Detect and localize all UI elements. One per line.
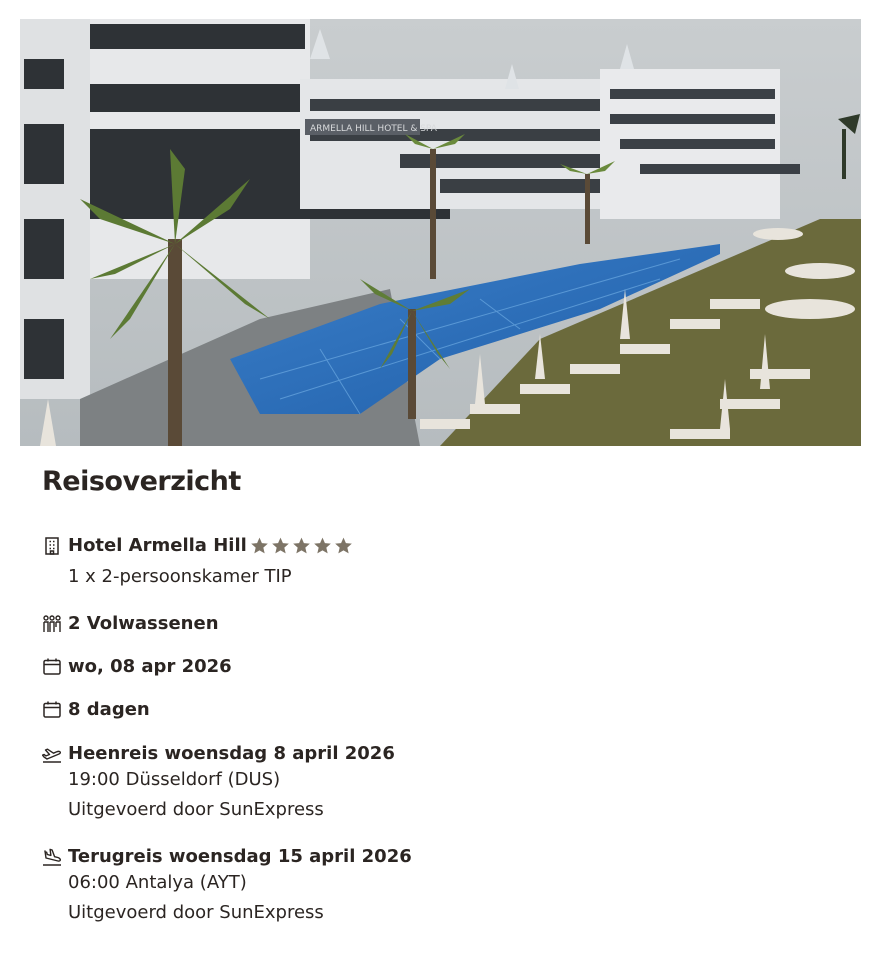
star-icon [333, 536, 354, 556]
page-title: Reisoverzicht [42, 466, 241, 497]
outbound-departure: 19:00 Düsseldorf (DUS) [68, 769, 281, 790]
travelers-label: 2 Volwassenen [68, 613, 219, 634]
return-departure: 06:00 Antalya (AYT) [68, 872, 247, 893]
travelers-row [42, 613, 219, 634]
building-icon [42, 536, 62, 556]
outbound-label: Heenreis woensdag 8 april 2026 [68, 743, 395, 764]
hotel-star-rating [249, 536, 354, 556]
date-row [42, 656, 232, 677]
return-row [42, 846, 412, 867]
svg-text:ARMELLA HILL HOTEL & SPA: ARMELLA HILL HOTEL & SPA [310, 124, 437, 134]
duration-row [42, 699, 150, 720]
outbound-row [42, 743, 395, 764]
room-description: 1 x 2-persoonskamer TIP [68, 566, 292, 587]
departure-date: wo, 08 apr 2026 [68, 656, 232, 677]
return-operator: Uitgevoerd door SunExpress [68, 902, 324, 923]
calendar-icon [42, 700, 62, 720]
star-icon [249, 536, 270, 556]
star-icon [270, 536, 291, 556]
return-label: Terugreis woensdag 15 april 2026 [68, 846, 412, 867]
hotel-photo [20, 19, 861, 446]
plane-departure-icon [42, 744, 62, 764]
outbound-operator: Uitgevoerd door SunExpress [68, 799, 324, 820]
hotel-row [42, 535, 354, 556]
plane-arrival-icon [42, 847, 62, 867]
star-icon [291, 536, 312, 556]
hotel-name: Hotel Armella Hill [68, 535, 247, 556]
trip-duration: 8 dagen [68, 699, 150, 720]
people-icon [42, 614, 62, 634]
calendar-icon [42, 657, 62, 677]
star-icon [312, 536, 333, 556]
